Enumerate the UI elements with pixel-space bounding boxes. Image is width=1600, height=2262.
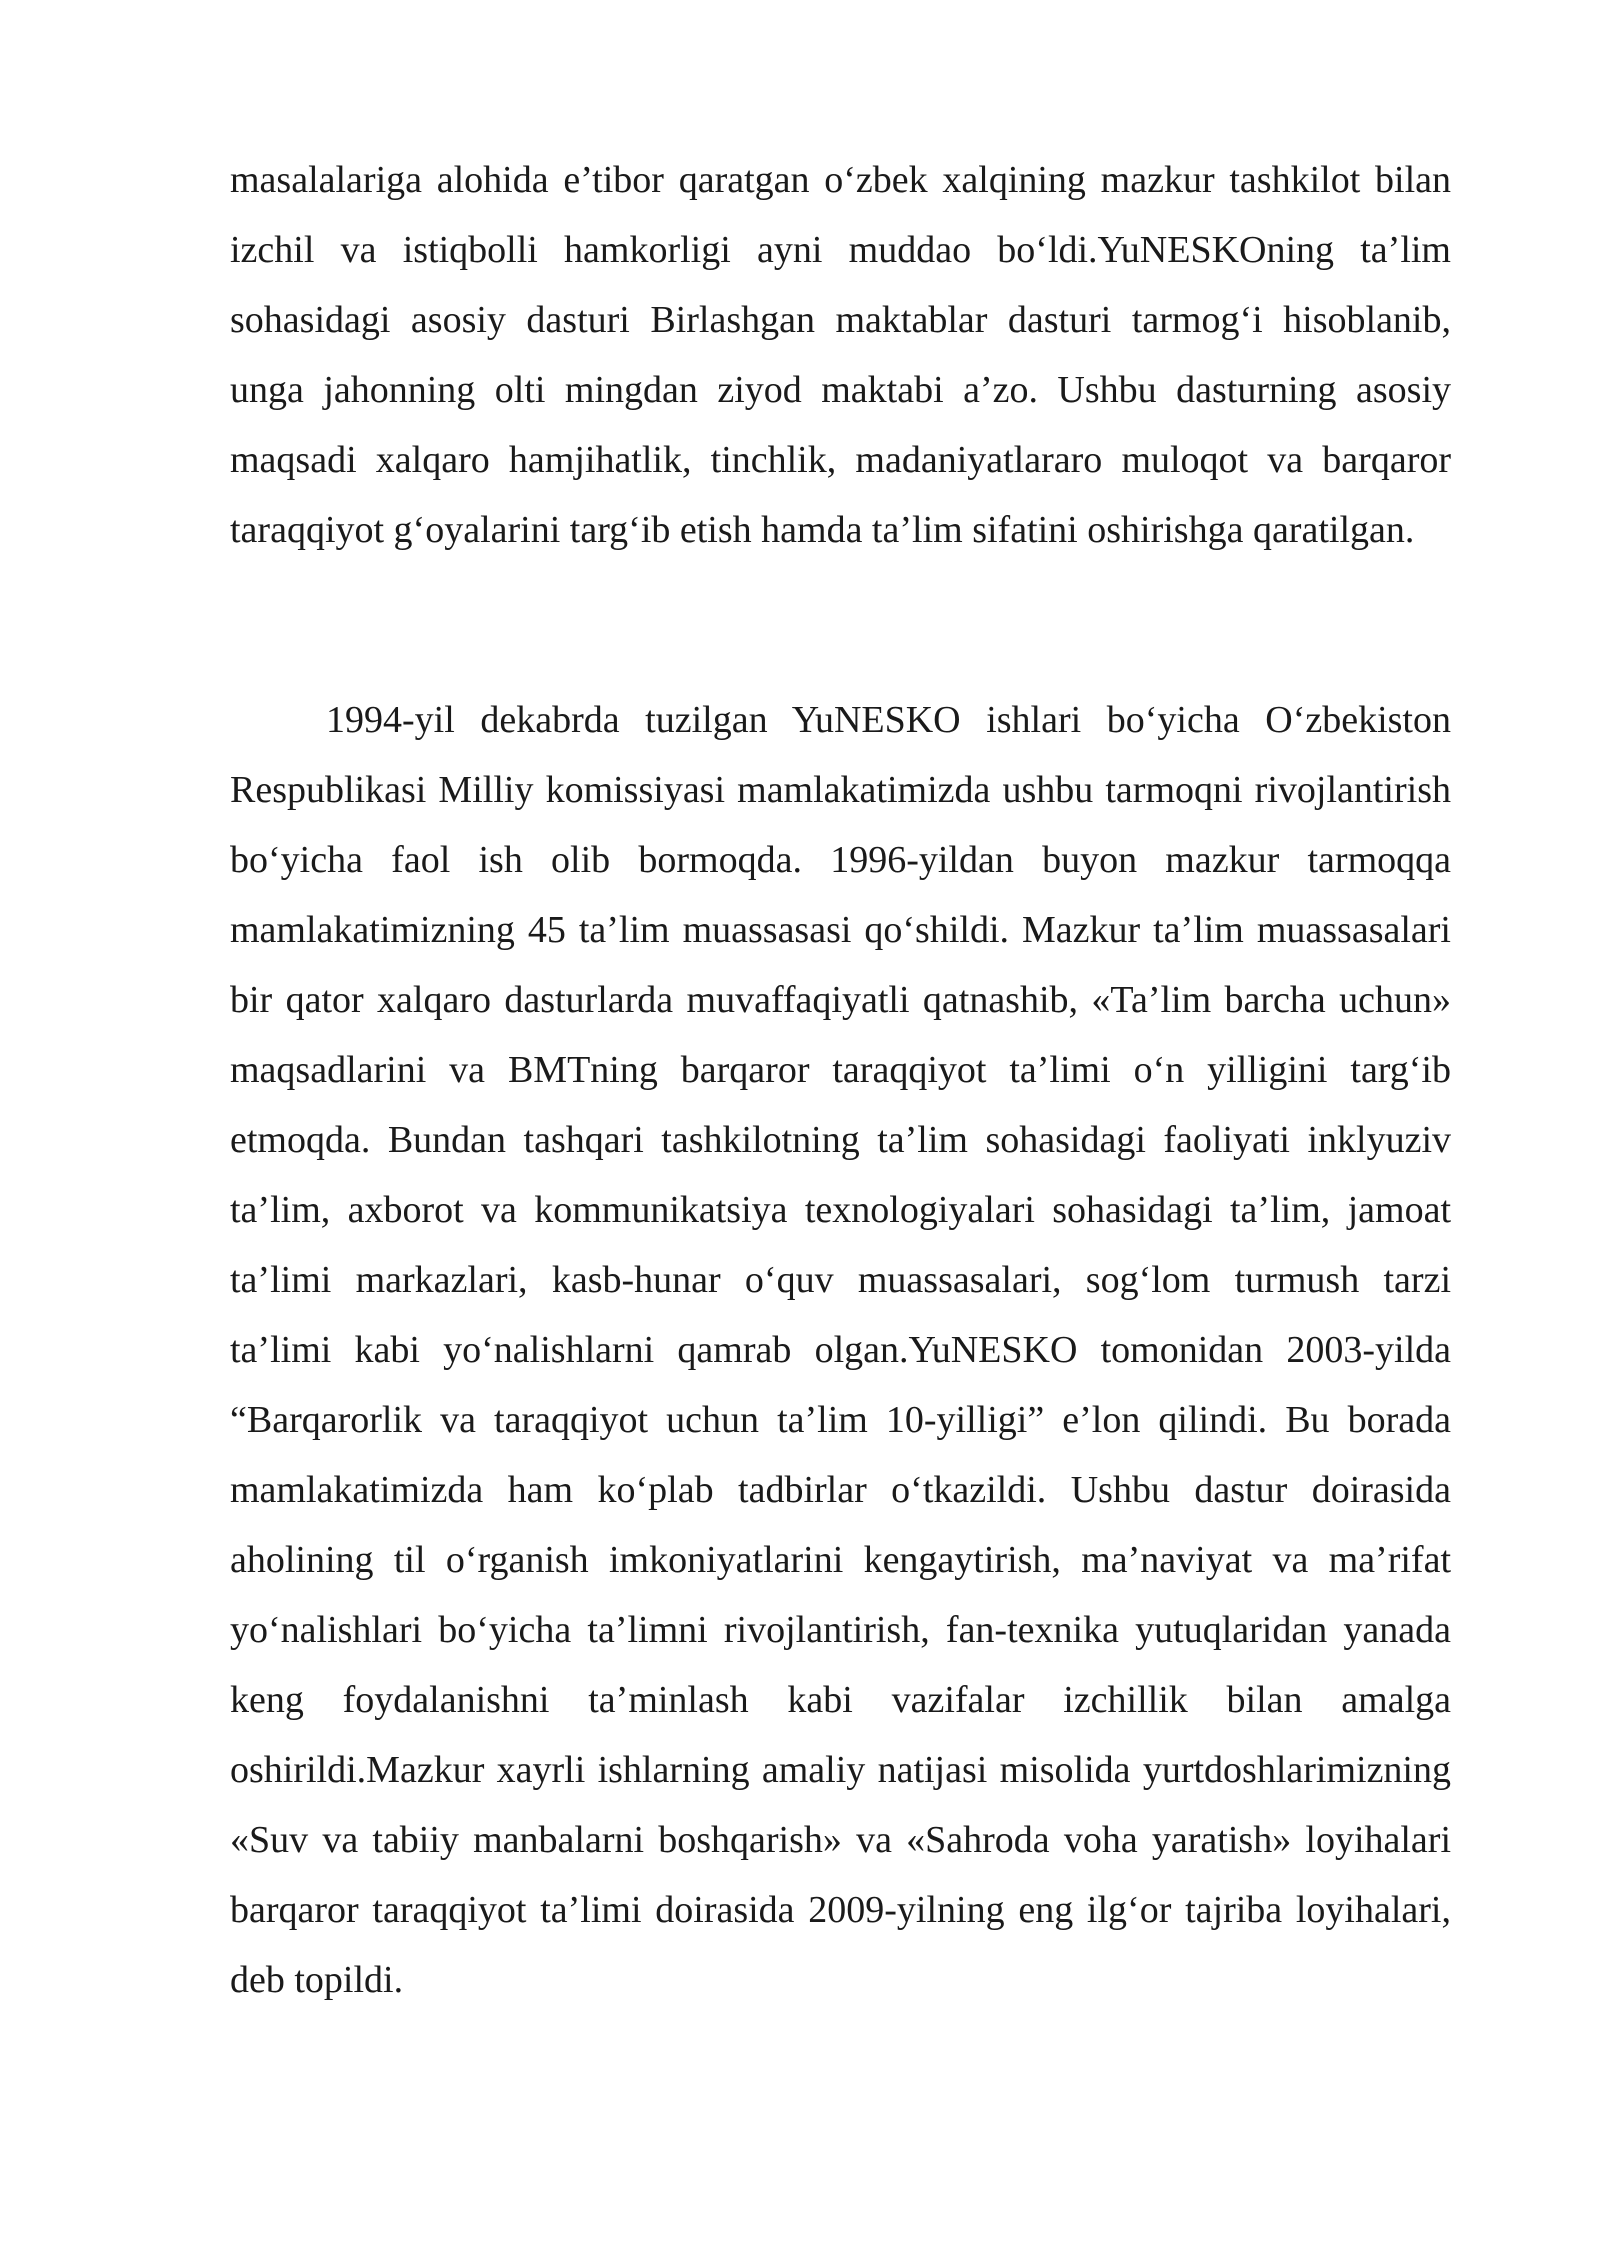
body-paragraph-2: 1994-yil dekabrda tuzilgan YuNESKO ishlari bo‘yicha O‘zbekiston Respublikasi Milliy komissiyasi mamlakatimizda ushbu tarmoqni rivojlantirish bo‘yicha faol ish olib bormoqda. 1996-yildan buyon mazkur tarmoqqa mamlakatimizning 45 ta’lim muassasasi qo‘shildi. Mazkur ta’lim muassasalari bir qator xalqaro dasturlarda muvaffaqiyatli qatnashib, «Ta’lim barcha uchun» maqsadlarini va BMTning barqaror taraqqiyot ta’limi o‘n yilligini targ‘ib etmoqda. Bundan tashqari tashkilotning ta’lim sohasidagi faoliyati inklyuziv ta’lim, axborot va kommunikatsiya texnologiyalari sohasidagi ta’lim, jamoat ta’limi markazlari, kasb-hunar o‘quv muassasalari, sog‘lom turmush tarzi ta’limi kabi yo‘nalishlarni qamrab olgan.YuNESKO tomonidan 2003-yilda “Barqarorlik va taraqqiyot uchun ta’lim 10-yilligi” e’lon qilindi. Bu borada mamlakatimizda ham ko‘plab tadbirlar o‘tkazildi. Ushbu dastur doirasida aholining til o‘rganish imkoniyatlarini kengaytirish, ma’naviyat va ma’rifat yo‘nalishlari bo‘yicha ta’limni rivojlantirish, fan-texnika yutuqlaridan yanada keng foydalanishni ta’minlash kabi vazifalar izchillik bilan amalga oshirildi.Mazkur xayrli ishlarning amaliy natijasi misolida yurtdoshlarimizning «Suv va tabiiy manbalarni boshqarish» va «Sahroda voha yaratish» loyihalari barqaror taraqqiyot ta’limi doirasida 2009-yilning eng ilg‘or tajriba loyihalari, deb topildi. <box>230 699 1451 2001</box>
body-paragraph-1: masalalariga alohida e’tibor qaratgan o‘zbek xalqining mazkur tashkilot bilan izchil va istiqbolli hamkorligi ayni muddao bo‘ldi.YuNESKOning ta’lim sohasidagi asosiy dasturi Birlashgan maktablar dasturi tarmog‘i hisoblanib, unga jahonning olti mingdan ziyod maktabi a’zo. Ushbu dasturning asosiy maqsadi xalqaro hamjihatlik, tinchlik, madaniyatlararo muloqot va barqaror taraqqiyot g‘oyalarini targ‘ib etish hamda ta’lim sifatini oshirishga qaratilgan. <box>230 159 1451 551</box>
